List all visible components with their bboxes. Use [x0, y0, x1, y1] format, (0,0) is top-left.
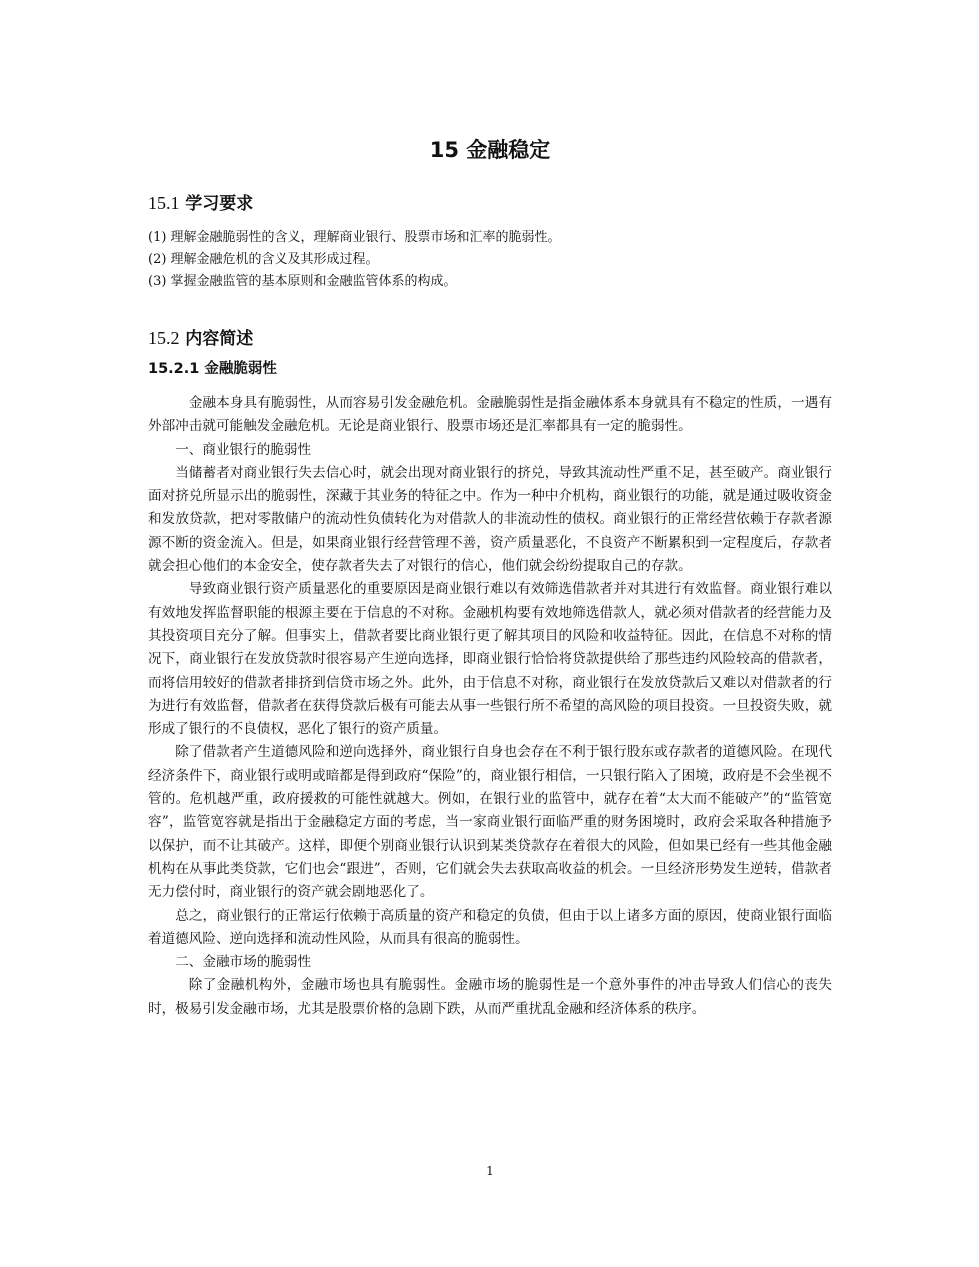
- list-item: (3) 掌握金融监管的基本原则和金融监管体系的构成。: [148, 274, 457, 289]
- paragraph: 导致商业银行资产质量恶化的重要原因是商业银行难以有效筛选借款者并对其进行有效监督。商业银行难以有效地发挥监督职能的根源主要在于信息的不对称。金融机构要有效地筛选借款人，就必须对借款者的经营能力及其投资项目充分了解。但事实上，借款者要比商业银行更了解其项目的风险和收益特征。因此，在信息不对称的情况下，商业银行在发放贷款时很容易产生逆向选择，即商业银行恰恰将贷款提供给了那些违约风险较高的借款者，而将信用较好的借款者排挤到信贷市场之外。此外，由于信息不对称，商业银行在发放贷款后又难以对借款者的行为进行有效监督，借款者在获得贷款后极有可能去从事一些银行所不希望的高风险的项目投资。一旦投资失败，就形成了银行的不良债权，恶化了银行的资产质量。: [148, 581, 832, 738]
- section-title: 学习要求: [185, 194, 254, 214]
- body-text: [148, 392, 832, 1021]
- paragraph-heading: 二、金融市场的脆弱性: [175, 954, 312, 971]
- paragraph: 除了金融机构外，金融市场也具有脆弱性。金融市场的脆弱性是一个意外事件的冲击导致人们信心的丧失时，极易引发金融市场，尤其是股票价格的急剧下跌，从而严重扰乱金融和经济体系的秩序。: [148, 977, 832, 1017]
- section-number: 15.1: [148, 193, 180, 213]
- paragraph-heading: 一、商业银行的脆弱性: [175, 441, 312, 458]
- requirements-list: [148, 227, 832, 293]
- section-title: 内容简述: [185, 329, 254, 349]
- paragraph: 当储蓄者对商业银行失去信心时，就会出现对商业银行的挤兑，导致其流动性严重不足，甚至破产。商业银行面对挤兑所显示出的脆弱性，深藏于其业务的特征之中。作为一种中介机构，商业银行的功能，就是通过吸收资金和发放贷款，把对零散储户的流动性负债转化为对借款人的非流动性的债权。商业银行的正常经营依赖于存款者源源不断的资金流入。但是，如果商业银行经营管理不善，资产质量恶化，不良资产不断累积到一定程度后，存款者就会担心他们的本金安全，使存款者失去了对银行的信心，他们就会纷纷提取自己的存款。: [148, 464, 832, 575]
- page-number: 1: [486, 1164, 494, 1178]
- list-item: (1) 理解金融脆弱性的含义，理解商业银行、股票市场和汇率的脆弱性。: [148, 230, 561, 245]
- chapter-title: 15 金融稳定: [429, 138, 551, 162]
- list-item: (2) 理解金融危机的含义及其形成过程。: [148, 252, 379, 267]
- section-number: 15.2: [148, 328, 180, 348]
- subsection-heading: 15.2.1 金融脆弱性: [148, 361, 277, 377]
- paragraph: 总之，商业银行的正常运行依赖于高质量的资产和稳定的负债，但由于以上诸多方面的原因，使商业银行面临着道德风险、逆向选择和流动性风险，从而具有很高的脆弱性。: [148, 907, 832, 947]
- section-heading-1: [148, 191, 253, 216]
- section-heading-2: [148, 326, 253, 351]
- paragraph: 除了借款者产生道德风险和逆向选择外，商业银行自身也会存在不利于银行股东或存款者的道德风险。在现代经济条件下，商业银行或明或暗都是得到政府“保险”的，商业银行相信，一只银行陷入了困境，政府是不会坐视不管的。危机越严重，政府援救的可能性就越大。例如，在银行业的监管中，就存在着“太大而不能破产”的“监管宽容”，监管宽容就是指出于金融稳定方面的考虑，当一家商业银行面临严重的财务困境时，政府会采取各种措施予以保护，而不让其破产。这样，即便个别商业银行认识到某类贷款存在着很大的风险，但如果已经有一些其他金融机构在从事此类贷款，它们也会“跟进”，否则，它们就会失去获取高收益的机会。一旦经济形势发生逆转，借款者无力偿付时，商业银行的资产就会剧地恶化了。: [148, 744, 832, 901]
- paragraph: 金融本身具有脆弱性，从而容易引发金融危机。金融脆弱性是指金融体系本身就具有不稳定的性质，一遇有外部冲击就可能触发金融危机。无论是商业银行、股票市场还是汇率都具有一定的脆弱性。: [148, 395, 832, 435]
